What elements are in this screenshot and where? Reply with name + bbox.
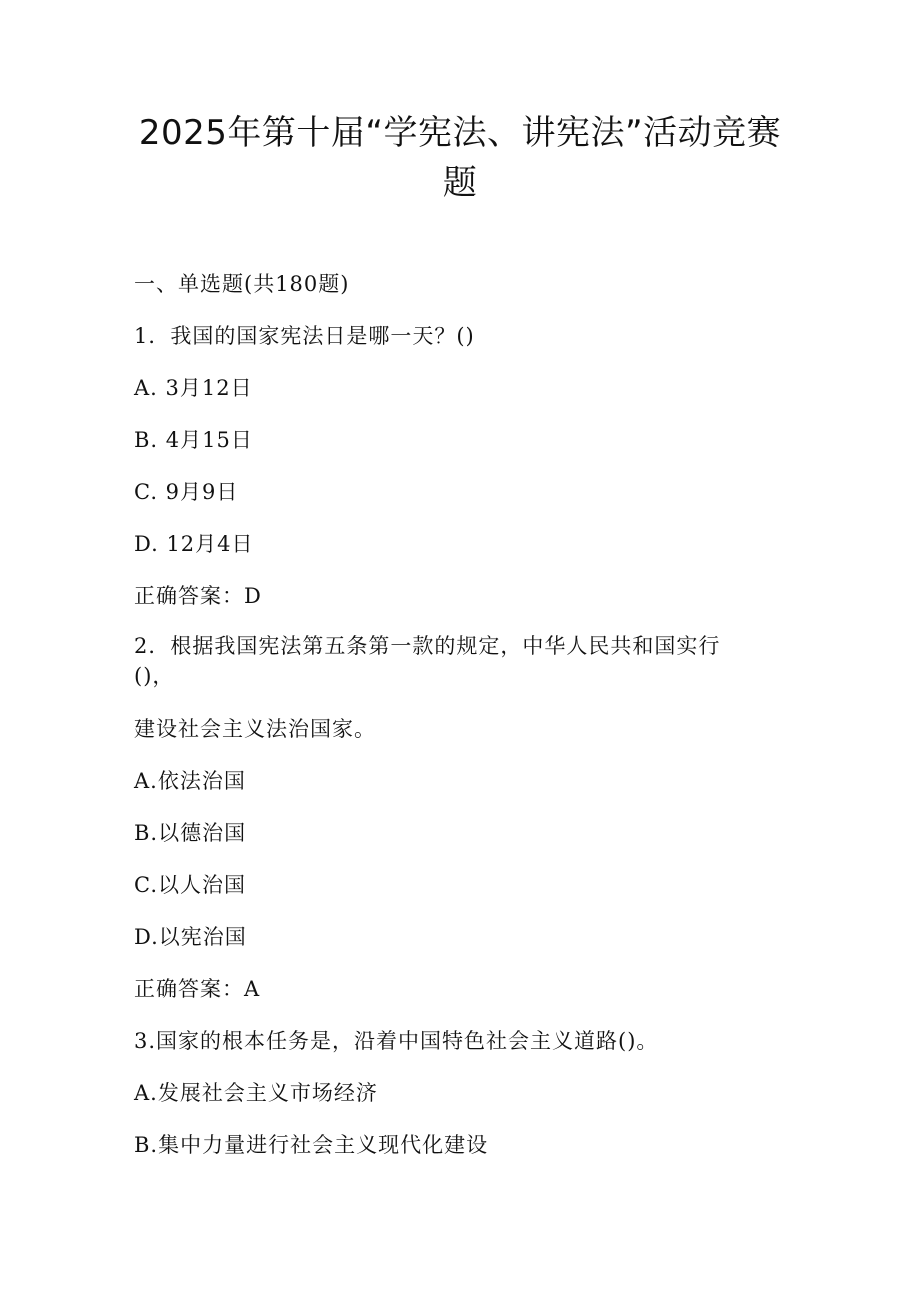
question-2-option-c: C.以人治国 bbox=[134, 873, 246, 897]
question-2-answer: 正确答案：A bbox=[134, 977, 261, 1001]
question-2-stem-line-3: 建设社会主义法治国家。 bbox=[134, 717, 376, 741]
question-1-option-d: D. 12月4日 bbox=[134, 532, 254, 556]
question-2-option-a: A.依法治国 bbox=[134, 769, 246, 793]
section-heading: 一、单选题(共180题) bbox=[134, 272, 350, 296]
question-1-option-c: C. 9月9日 bbox=[134, 480, 239, 504]
page-title: 2025年第十届“学宪法、讲宪法”活动竞赛题 bbox=[138, 113, 782, 203]
question-1-stem: 1．我国的国家宪法日是哪一天？() bbox=[134, 324, 475, 348]
question-2-option-d: D.以宪治国 bbox=[134, 925, 247, 949]
question-1-answer: 正确答案：D bbox=[134, 584, 262, 608]
question-2-option-b: B.以德治国 bbox=[134, 821, 247, 845]
question-3-option-a: A.发展社会主义市场经济 bbox=[134, 1081, 378, 1105]
question-2-stem-line-2: ()， bbox=[134, 664, 175, 688]
question-3-option-b: B.集中力量进行社会主义现代化建设 bbox=[134, 1133, 489, 1157]
question-3-stem: 3.国家的根本任务是，沿着中国特色社会主义道路()。 bbox=[134, 1029, 659, 1053]
question-1-option-b: B. 4月15日 bbox=[134, 428, 253, 452]
question-2-stem-line-1: 2．根据我国宪法第五条第一款的规定，中华人民共和国实行 bbox=[134, 634, 721, 658]
question-1-option-a: A. 3月12日 bbox=[134, 376, 253, 400]
